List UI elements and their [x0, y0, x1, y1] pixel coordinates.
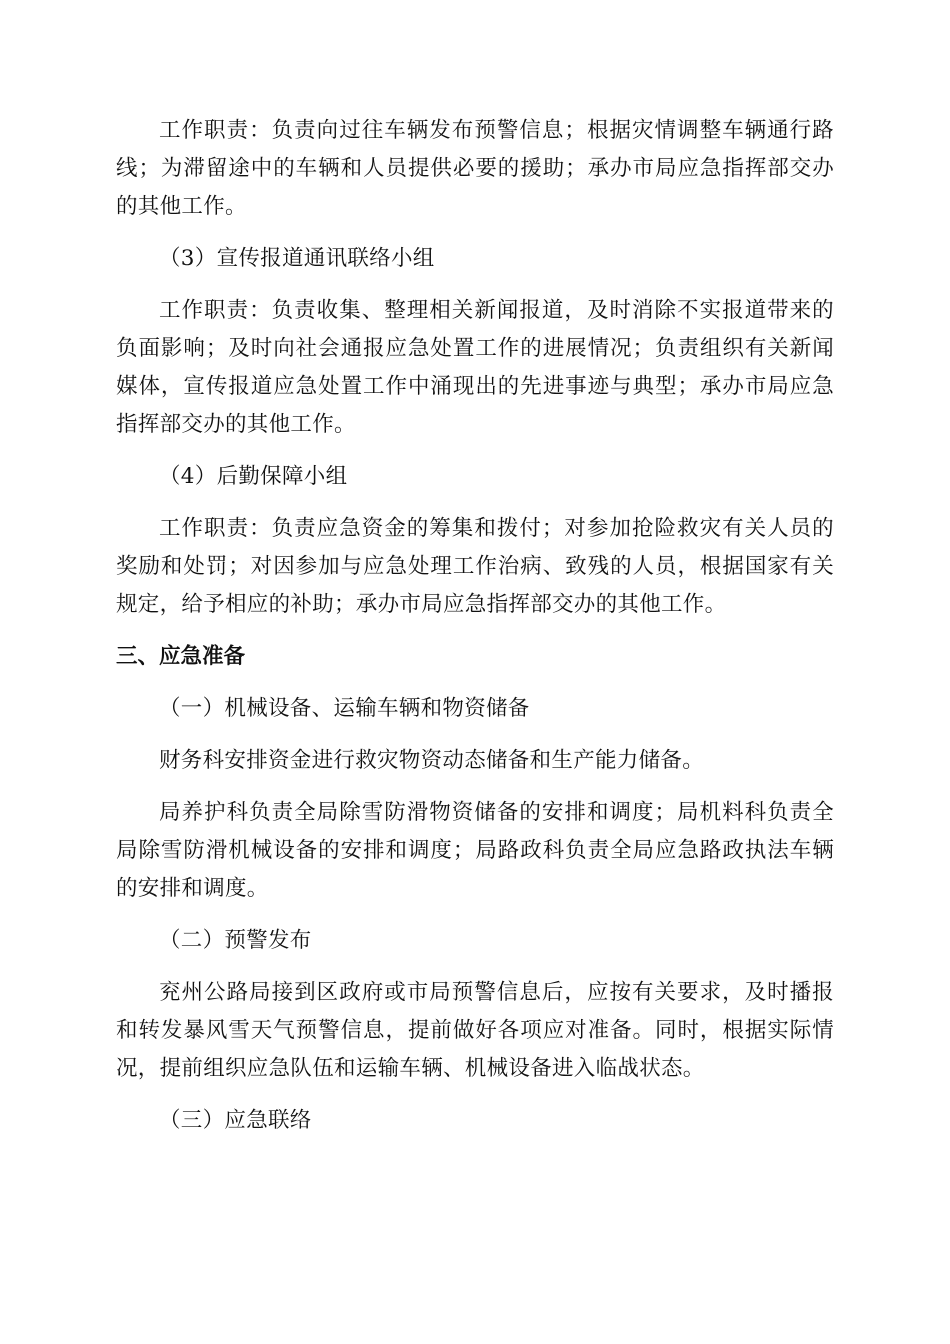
subheading-emergency-contact: （三）应急联络: [159, 1108, 312, 1133]
paragraph-warning-release: 兖州公路局接到区政府或市局预警信息后，应按有关要求，及时播报和转发暴风雪天气预警信息，提前做好各项应对准备。同时，根据实际情况，提前组织应急队伍和运输车辆、机械设备进入临战状态。: [116, 980, 834, 1081]
paragraph-duty-traffic: 工作职责：负责向过往车辆发布预警信息；根据灾情调整车辆通行路线；为滞留途中的车辆和人员提供必要的援助；承办市局应急指挥部交办的其他工作。: [116, 118, 834, 219]
subheading-logistics-group: （4）后勤保障小组: [159, 464, 348, 489]
section-heading-emergency-preparation: 三、应急准备: [116, 644, 246, 669]
subheading-publicity-group: （3）宣传报道通讯联络小组: [159, 246, 435, 271]
paragraph-duty-logistics: 工作职责：负责应急资金的筹集和拨付；对参加抢险救灾有关人员的奖励和处罚；对因参加与应急处理工作治病、致残的人员，根据国家有关规定，给予相应的补助；承办市局应急指挥部交办的其他工作。: [116, 516, 834, 617]
document-body: [116, 112, 834, 1154]
paragraph-department-dispatch: 局养护科负责全局除雪防滑物资储备的安排和调度；局机料科负责全局除雪防滑机械设备的安排和调度；局路政科负责全局应急路政执法车辆的安排和调度。: [116, 800, 834, 901]
paragraph-finance-reserve: 财务科安排资金进行救灾物资动态储备和生产能力储备。: [159, 748, 705, 773]
subheading-equipment-reserve: （一）机械设备、运输车辆和物资储备: [159, 696, 530, 721]
subheading-warning-release: （二）预警发布: [159, 928, 312, 953]
paragraph-duty-publicity: 工作职责：负责收集、整理相关新闻报道，及时消除不实报道带来的负面影响；及时向社会通报应急处置工作的进展情况；负责组织有关新闻媒体，宣传报道应急处置工作中涌现出的先进事迹与典型；承办市局应急指挥部交办的其他工作。: [116, 298, 834, 437]
